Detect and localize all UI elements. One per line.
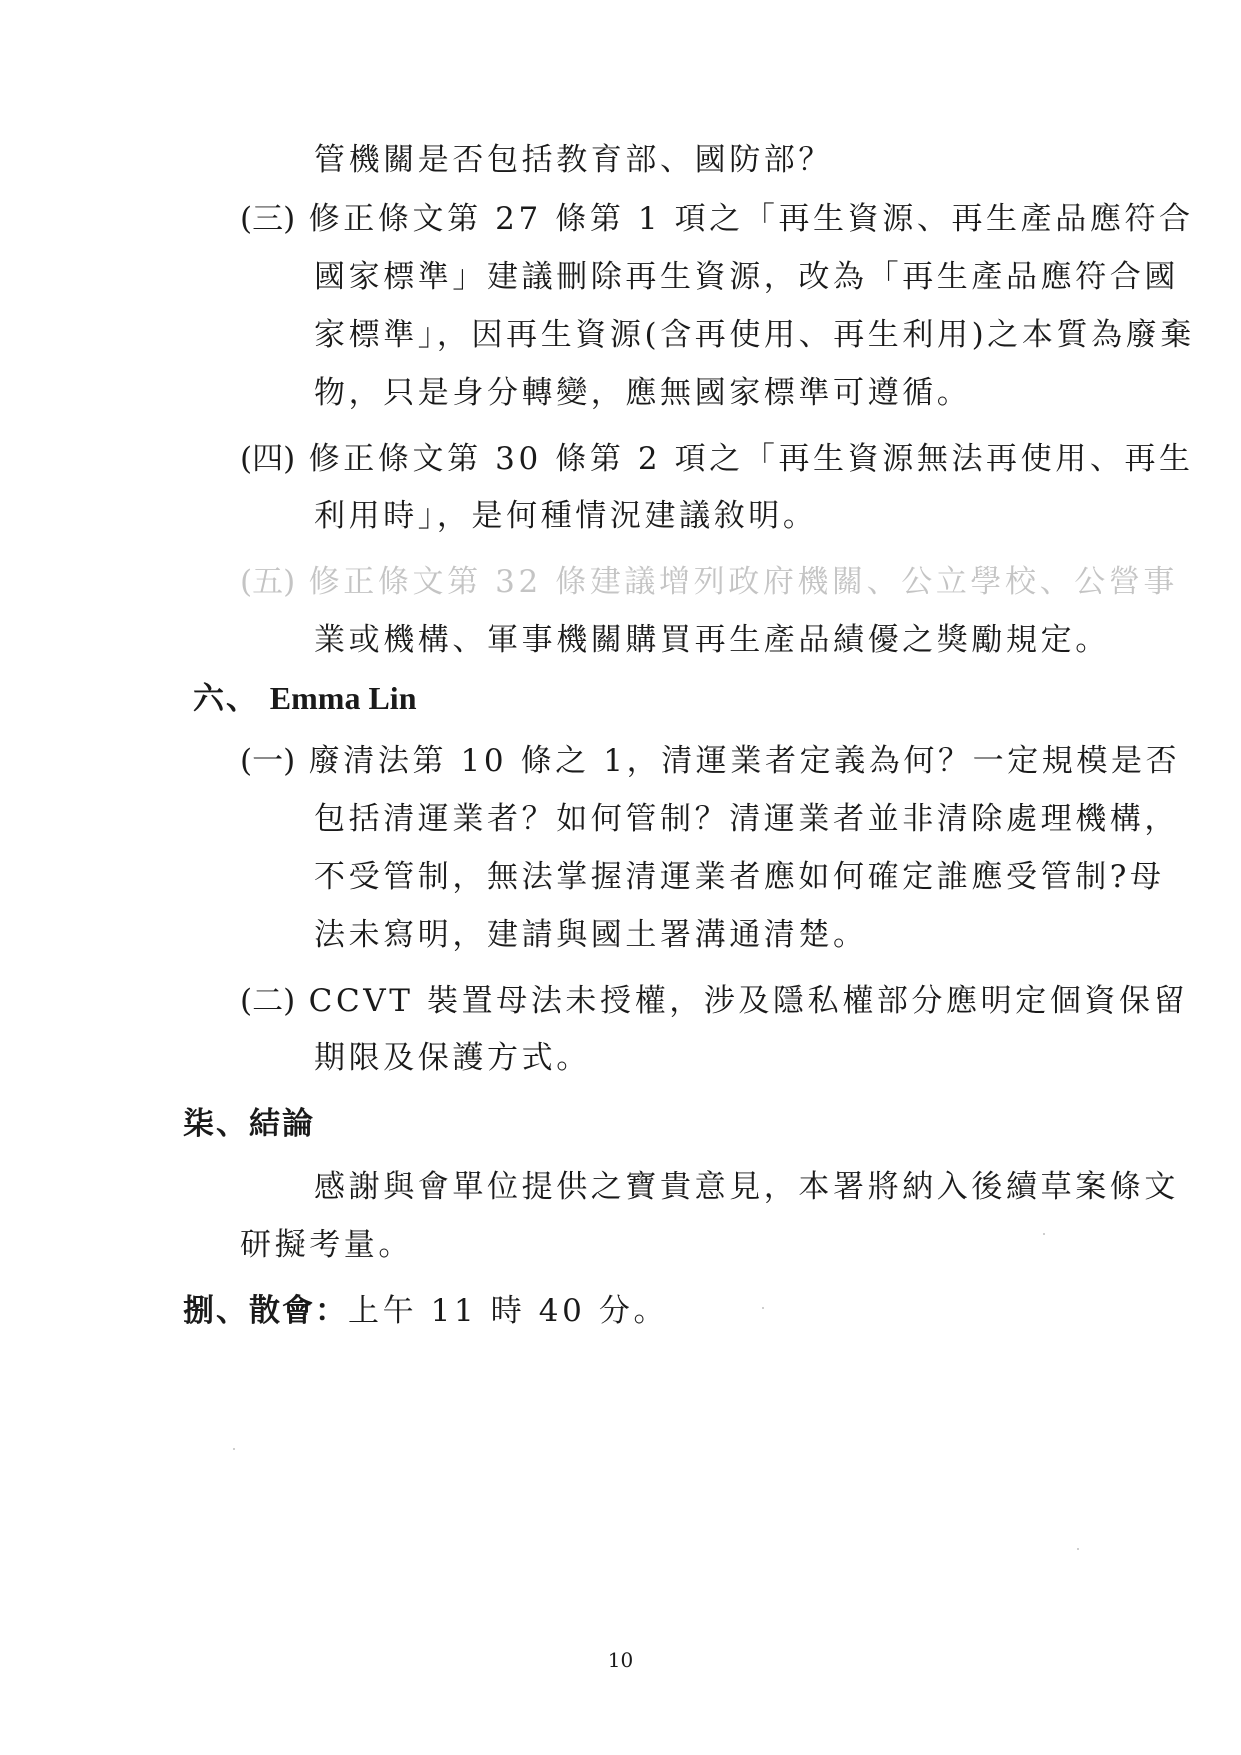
item-marker: (二): [240, 983, 296, 1019]
item-text-line: 利用時」，是何種情況建議敘明。: [314, 498, 818, 534]
section-heading-6: [193, 678, 416, 719]
item-marker: (五): [240, 564, 296, 600]
item-text-line: 廢清法第 10 條之 1，清運業者定義為何？一定規模是否: [308, 743, 1181, 779]
continuation-line: 管機關是否包括教育部、國防部？: [314, 142, 833, 178]
item-text-line: 期限及保護方式。: [314, 1040, 591, 1076]
item-text-line: 業或機構、軍事機關購買再生產品績優之獎勵規定。: [314, 622, 1110, 658]
section-label: 柒、: [183, 1106, 249, 1142]
section-title: 結論: [249, 1106, 315, 1142]
item-text-line: 包括清運業者？如何管制？清運業者並非清除處理機構，: [314, 801, 1179, 837]
scan-speck: [233, 1448, 235, 1450]
scan-speck: [1077, 1548, 1079, 1550]
section-label: 六、: [193, 681, 259, 717]
item-text-line-faded: 修正條文第 32 條建議增列政府機關、公立學校、公營事: [308, 564, 1179, 600]
adjourn-time: 上午 11 時 40 分。: [348, 1293, 669, 1329]
section-heading-8: [183, 1291, 668, 1331]
item-text-line: 國家標準」建議刪除再生資源，改為「再生產品應符合國: [314, 259, 1179, 295]
item-marker: (一): [240, 743, 296, 779]
conclusion-line: 研擬考量。: [240, 1227, 413, 1263]
page-number: 10: [607, 1648, 634, 1672]
item-marker: (四): [240, 441, 296, 477]
item-text-line: CCVT 裝置母法未授權，涉及隱私權部分應明定個資保留: [308, 983, 1189, 1019]
item-text-line: 物，只是身分轉變，應無國家標準可遵循。: [314, 375, 972, 411]
section-label: 捌、: [183, 1293, 249, 1329]
speaker-name: Emma Lin: [269, 680, 417, 716]
item-text-line: 修正條文第 30 條第 2 項之「再生資源無法再使用、再生: [308, 441, 1194, 477]
item-text-line: 家標準」，因再生資源(含再使用、再生利用)之本質為廢棄: [314, 317, 1195, 353]
section-title: 散會: [249, 1293, 315, 1329]
section-colon: ：: [315, 1293, 348, 1329]
section-heading-7: [183, 1104, 315, 1144]
scan-speck: [762, 1307, 764, 1309]
item-text-line: 修正條文第 27 條第 1 項之「再生資源、再生產品應符合: [308, 201, 1194, 237]
item-marker: (三): [240, 201, 296, 237]
item-text-line: 不受管制，無法掌握清運業者應如何確定誰應受管制?母: [314, 859, 1165, 895]
conclusion-line: 感謝與會單位提供之寶貴意見，本署將納入後續草案條文: [314, 1169, 1179, 1205]
item-text-line: 法未寫明，建請與國土署溝通清楚。: [314, 917, 868, 953]
scan-speck: [1043, 1233, 1045, 1235]
